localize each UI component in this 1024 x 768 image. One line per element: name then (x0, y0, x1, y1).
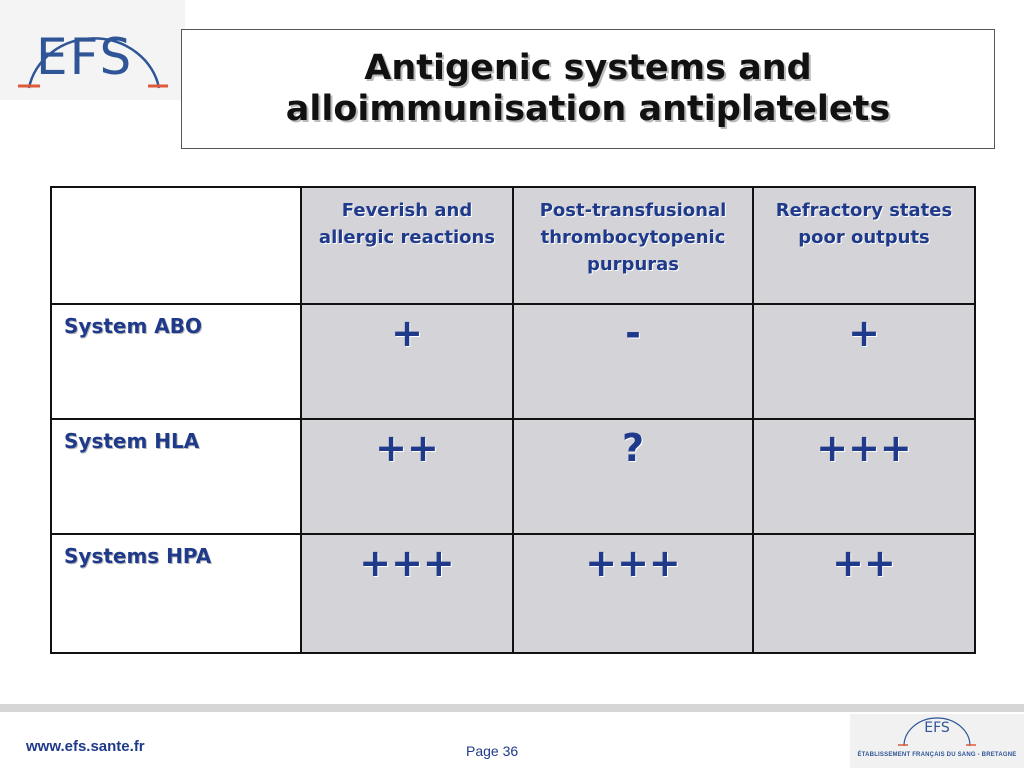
table-cell (301, 534, 513, 653)
row-header (51, 304, 301, 419)
table-cell (513, 534, 753, 653)
cell-value: ++ (832, 541, 896, 585)
footer-logo-text: EFS (924, 720, 950, 736)
table-cell (753, 534, 975, 653)
footer-divider (0, 704, 1024, 712)
cell-value: +++ (359, 541, 455, 585)
table-cell (753, 304, 975, 419)
table-cell (513, 419, 753, 534)
table-row (51, 304, 975, 419)
table-row (51, 419, 975, 534)
column-header-label: Refractory states poor outputs (775, 200, 953, 248)
title-line-1: Antigenic systems and (364, 47, 812, 88)
column-header (513, 187, 753, 304)
cell-value: +++ (816, 426, 912, 470)
footer-logo-subtitle: ÉTABLISSEMENT FRANÇAIS DU SANG - BRETAGNE (857, 752, 1017, 758)
cell-value: ++ (375, 426, 439, 470)
table-row (51, 534, 975, 653)
row-label: Systems HPA (64, 544, 212, 568)
page-number: Page 36 (466, 743, 519, 759)
slide-title (181, 29, 995, 149)
cell-value: ? (621, 426, 645, 470)
footer-url-link[interactable]: www.efs.sante.fr (26, 738, 145, 755)
row-label: System HLA (64, 429, 200, 453)
logo-text: EFS (36, 28, 134, 86)
cell-value: + (848, 311, 880, 355)
footer-efs-logo (850, 714, 1024, 768)
table-header-row (51, 187, 975, 304)
row-header (51, 534, 301, 653)
antigen-table (50, 186, 976, 654)
table-cell (301, 419, 513, 534)
column-header (753, 187, 975, 304)
row-header (51, 419, 301, 534)
efs-logo (0, 0, 185, 100)
cell-value: + (391, 311, 423, 355)
title-line-2: alloimmunisation antiplatelets (285, 89, 891, 129)
column-header-label: Post-transfusional thrombocytopenic purpuras (539, 200, 727, 275)
cell-value: - (625, 311, 641, 355)
table-cell (513, 304, 753, 419)
cell-value: +++ (585, 541, 681, 585)
column-header (301, 187, 513, 304)
row-label: System ABO (64, 314, 202, 338)
table-cell (753, 419, 975, 534)
table-corner-cell (51, 187, 301, 304)
table-cell (301, 304, 513, 419)
column-header-label: Feverish and allergic reactions (318, 200, 496, 248)
